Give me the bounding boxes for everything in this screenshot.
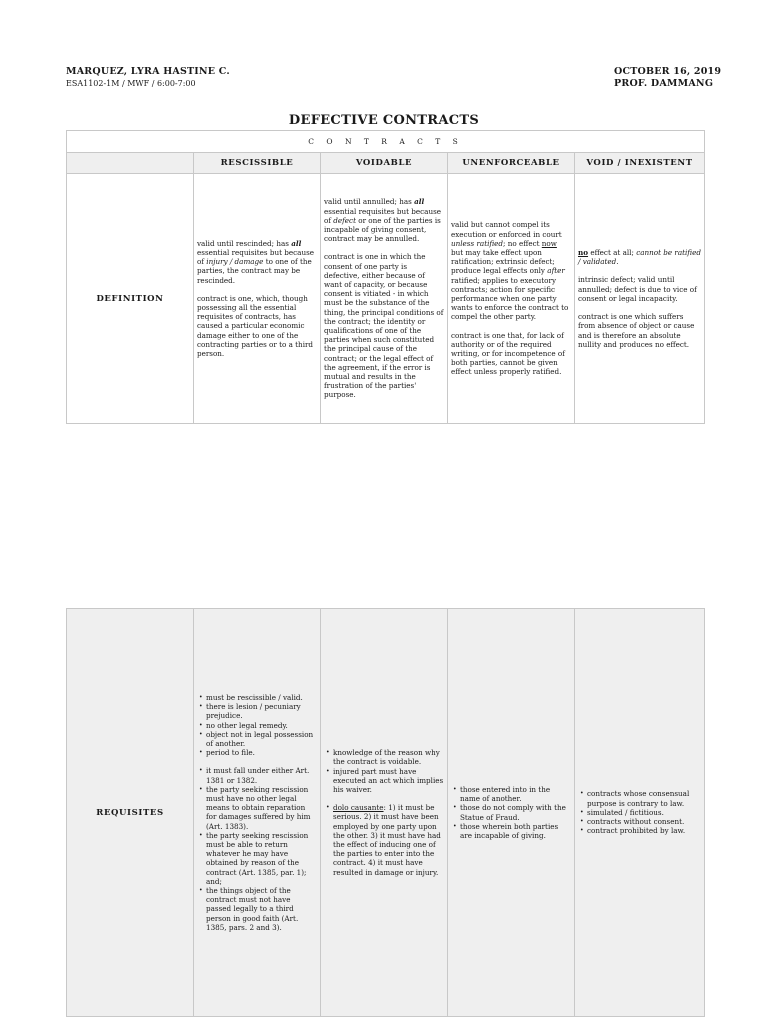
document-date: OCTOBER 16, 2019: [614, 66, 722, 77]
column-header-empty: [67, 153, 194, 174]
list-item: • those entered into in the name of another.: [460, 785, 571, 803]
requisites-row-label: REQUISITES: [67, 609, 194, 1017]
requisites-void-cell: [575, 609, 705, 1017]
list-item: • dolo causante: 1) it must be serious. 2) it must have been employed by one party upon the other. 3) it must have had the effect of inducing one of the parties to enter into the contract. 4) it must have resulted in damage or injury.: [333, 803, 444, 877]
column-header-voidable: VOIDABLE: [321, 153, 448, 174]
definition-voidable-detail: contract is one in which the consent of one party is defective, either because of want of capacity, or because consent is vitiated - in which must be the substance of the thing, the principal conditions of the contract; the identity or qualifications of one of the parties when such constituted the principal cause of the contract; or the legal effect of the agreement, if the error is mutual and results in the frustration of the parties' purpose.: [324, 252, 444, 400]
requisites-rescissible-list: [197, 693, 317, 757]
list-item: • contracts without consent.: [587, 817, 701, 826]
definition-void-summary: no effect at all; cannot be ratified / validated.: [578, 248, 701, 267]
student-name: MARQUEZ, LYRA HASTINE C.: [66, 66, 230, 77]
list-item: • those wherein both parties are incapable of giving.: [460, 822, 571, 840]
contracts-supra-header: C O N T R A C T S: [67, 131, 705, 153]
list-item: • the things object of the contract must not have passed legally to a third person in good faith (Art. 1385, pars. 2 and 3).: [206, 886, 317, 932]
definition-voidable-cell: [321, 174, 448, 424]
list-item: • the party seeking rescission must be able to return whatever he may have obtained by reason of the contract (Art. 1385, par. 1); and;: [206, 831, 317, 886]
column-header-void-inexistent: VOID / INEXISTENT: [575, 153, 705, 174]
definition-voidable-summary: valid until annulled; has all essential requisites but because of defect or one of the parties is incapable of giving consent, contract may be annulled.: [324, 197, 442, 244]
definition-row-label: DEFINITION: [67, 174, 194, 424]
column-header-unenforceable: UNENFORCEABLE: [448, 153, 575, 174]
list-item: • those do not comply with the Statue of Fraud.: [460, 803, 571, 821]
list-item: • it must fall under either Art. 1381 or 1382.: [206, 766, 317, 784]
column-header-rescissible: RESCISSIBLE: [194, 153, 321, 174]
list-item: • object not in legal possession of another.: [206, 730, 317, 748]
definition-rescissible-cell: [194, 174, 321, 424]
definition-void-cell: [575, 174, 705, 424]
list-item: • injured part must have executed an act which implies his waiver.: [333, 767, 444, 795]
list-item: • contracts whose consensual purpose is contrary to law.: [587, 789, 701, 807]
contracts-requisites-table: [66, 608, 705, 1017]
document-title: DEFECTIVE CONTRACTS: [288, 113, 480, 128]
contracts-definition-table: [66, 130, 705, 424]
column-header-row: [67, 153, 705, 174]
student-info: [66, 66, 230, 90]
professor-name: PROF. DAMMANG: [614, 78, 714, 89]
list-item: • the party seeking rescission must have no other legal means to obtain reparation for damages suffered by him (Art. 1383).: [206, 785, 317, 831]
requisites-row: [67, 609, 705, 1017]
requisites-voidable-cell: [321, 609, 448, 1017]
list-item: • contract prohibited by law.: [587, 826, 701, 835]
requisites-dolo-causante-list: [324, 803, 444, 877]
definition-unenforceable-detail: contract is one that, for lack of authority or of the required writing, or for incompetence of both parties, cannot be given effect unless properly ratified.: [451, 330, 565, 377]
definition-unenforceable-summary: valid but cannot compel its execution or enforced in court unless ratified; no effect now but may take effect upon ratification; extrinsic defect; produce legal effects only after ratified; applies to executory contracts; action for specific performance when one party wants to enforce the contract to compel the other party.: [451, 220, 569, 322]
definition-rescissible-summary: valid until rescinded; has all essential requisites but because of injury / damage to one of the parties, the contract may be rescinded.: [197, 238, 315, 285]
list-item: • must be rescissible / valid.: [206, 693, 317, 702]
list-item: • no other legal remedy.: [206, 721, 317, 730]
requisites-rescissible-articles-list: [197, 766, 317, 932]
definition-void-detail: contract is one which suffers from absence of object or cause and is therefore an absolute nullity and produces no effect.: [578, 312, 695, 349]
course-info: ESA1102-1M / MWF / 6:00-7:00: [66, 79, 196, 88]
list-item: • there is lesion / pecuniary prejudice.: [206, 702, 317, 720]
definition-row: [67, 174, 705, 424]
requisites-unenforceable-list: [451, 785, 571, 840]
requisites-rescissible-cell: [194, 609, 321, 1017]
requisites-void-list: [578, 789, 701, 835]
definition-unenforceable-cell: [448, 174, 575, 424]
requisites-unenforceable-cell: [448, 609, 575, 1017]
definition-void-defect: intrinsic defect; valid until annulled; defect is due to vice of consent or legal incapacity.: [578, 275, 697, 303]
list-item: • period to file.: [206, 748, 317, 757]
list-item: • knowledge of the reason why the contract is voidable.: [333, 748, 444, 766]
list-item: • simulated / fictitious.: [587, 808, 701, 817]
date-professor-info: [614, 66, 721, 90]
supra-header-row: [67, 131, 705, 153]
requisites-voidable-list: [324, 748, 444, 794]
definition-rescissible-detail: contract is one, which, though possessing all the essential requisites of contracts, has caused a particular economic damage either to one of the contracting parties or to a third person.: [197, 293, 314, 359]
